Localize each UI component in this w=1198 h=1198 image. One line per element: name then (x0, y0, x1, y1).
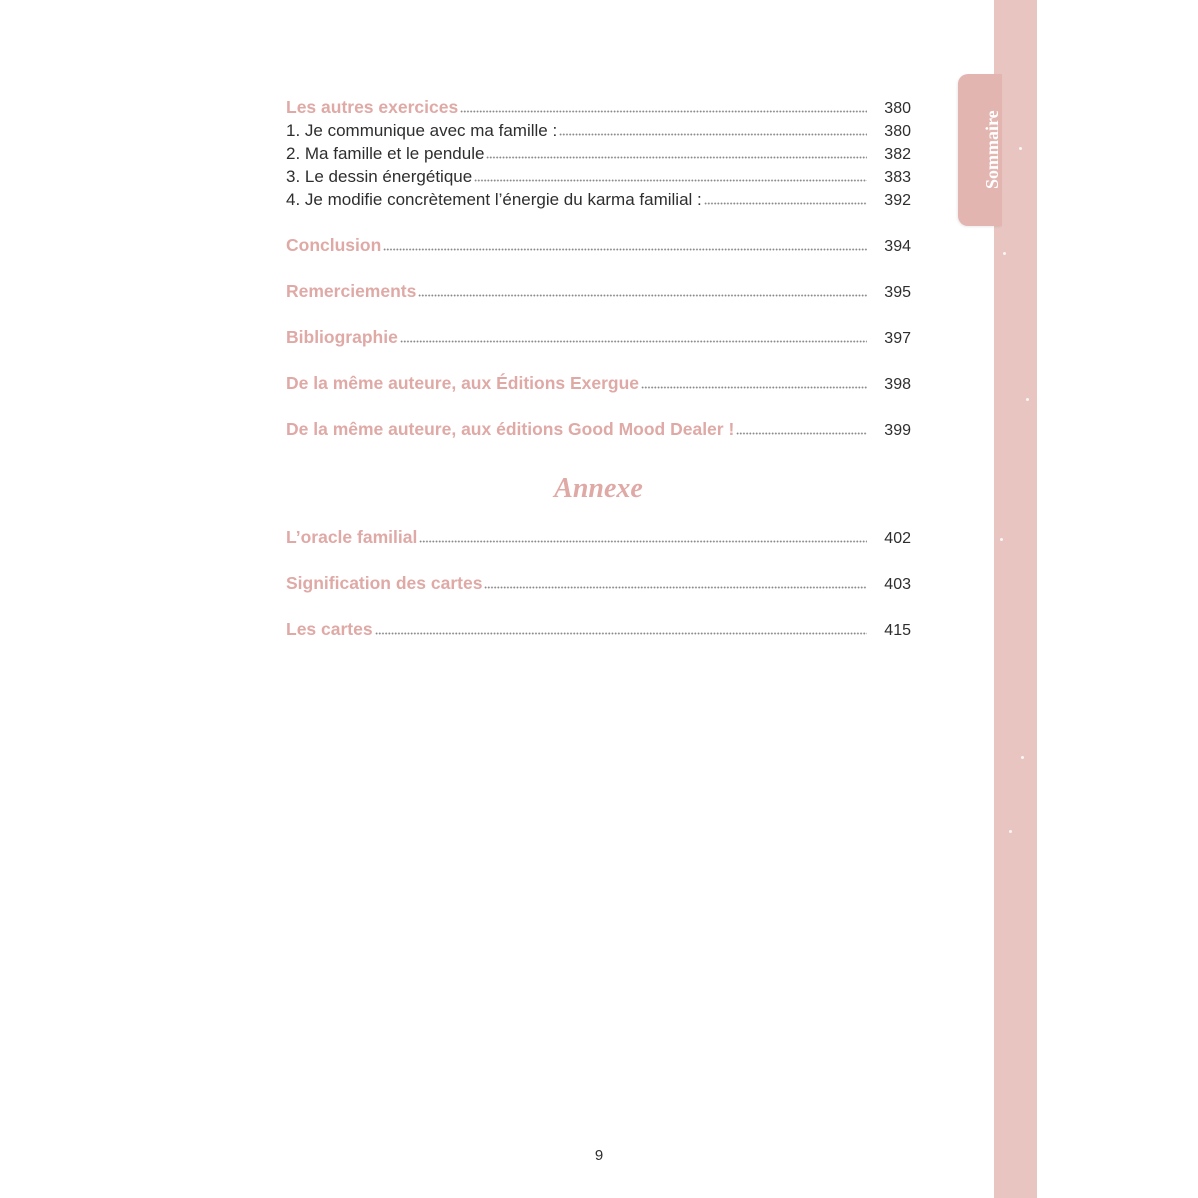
dot-leader (400, 340, 867, 343)
table-of-contents (286, 96, 911, 641)
dot-leader (460, 110, 867, 113)
dot-leader (419, 540, 867, 543)
speckle (1021, 756, 1024, 759)
toc-page-number: 398 (884, 376, 911, 393)
dot-leader (704, 202, 867, 205)
toc-entry (286, 326, 911, 349)
speckle (1003, 252, 1006, 255)
toc-entry-label: Les autres exercices (286, 97, 459, 117)
toc-entry-label: De la même auteure, aux éditions Good Mood Dealer ! (286, 419, 735, 439)
toc-page-number: 382 (884, 146, 911, 163)
toc-page-number: 394 (884, 238, 911, 255)
toc-entry (286, 526, 911, 549)
speckle (1000, 538, 1003, 541)
toc-entry-label: Bibliographie (286, 327, 398, 347)
dot-leader (484, 586, 867, 589)
toc-entry (286, 418, 911, 441)
toc-page-number: 392 (884, 192, 911, 209)
dot-leader (375, 632, 867, 635)
toc-entry (286, 96, 911, 119)
toc-subentry (286, 142, 911, 165)
toc-subentry (286, 119, 911, 142)
toc-subentry-label: 4. Je modifie concrètement l’énergie du karma familial : (286, 190, 702, 209)
section-tab-label: Sommaire (982, 110, 1002, 190)
toc-page-number: 380 (884, 100, 911, 117)
toc-page-number: 415 (884, 622, 911, 639)
toc-page-number: 395 (884, 284, 911, 301)
toc-subentry (286, 188, 911, 211)
toc-entry-label: Remerciements (286, 281, 417, 301)
dot-leader (418, 294, 867, 297)
toc-entry (286, 372, 911, 395)
toc-page-number: 403 (884, 576, 911, 593)
dot-leader (474, 179, 867, 182)
toc-entry-label: L’oracle familial (286, 527, 418, 547)
toc-entry-label: Signification des cartes (286, 573, 483, 593)
toc-page-number: 402 (884, 530, 911, 547)
toc-entry (286, 572, 911, 595)
toc-entry-label: De la même auteure, aux Éditions Exergue (286, 373, 640, 393)
dot-leader (383, 248, 867, 251)
toc-subentry-label: 2. Ma famille et le pendule (286, 144, 485, 163)
toc-page-number: 399 (884, 422, 911, 439)
speckle (1019, 147, 1022, 150)
dot-leader (486, 156, 867, 159)
toc-entry-label: Conclusion (286, 235, 382, 255)
toc-page-number: 397 (884, 330, 911, 347)
toc-entry (286, 618, 911, 641)
toc-entry (286, 280, 911, 303)
speckle (1026, 398, 1029, 401)
toc-page-number: 383 (884, 169, 911, 186)
toc-entry (286, 234, 911, 257)
toc-entry-label: Les cartes (286, 619, 373, 639)
dot-leader (736, 432, 867, 435)
toc-subentry-label: 1. Je communique avec ma famille : (286, 121, 558, 140)
toc-subentry-label: 3. Le dessin énergétique (286, 167, 473, 186)
speckle (1009, 830, 1012, 833)
toc-page-number: 380 (884, 123, 911, 140)
page-number: 9 (594, 1147, 604, 1164)
dot-leader (641, 386, 867, 389)
dot-leader (559, 133, 867, 136)
annexe-heading: Annexe (554, 473, 643, 504)
toc-subentry (286, 165, 911, 188)
